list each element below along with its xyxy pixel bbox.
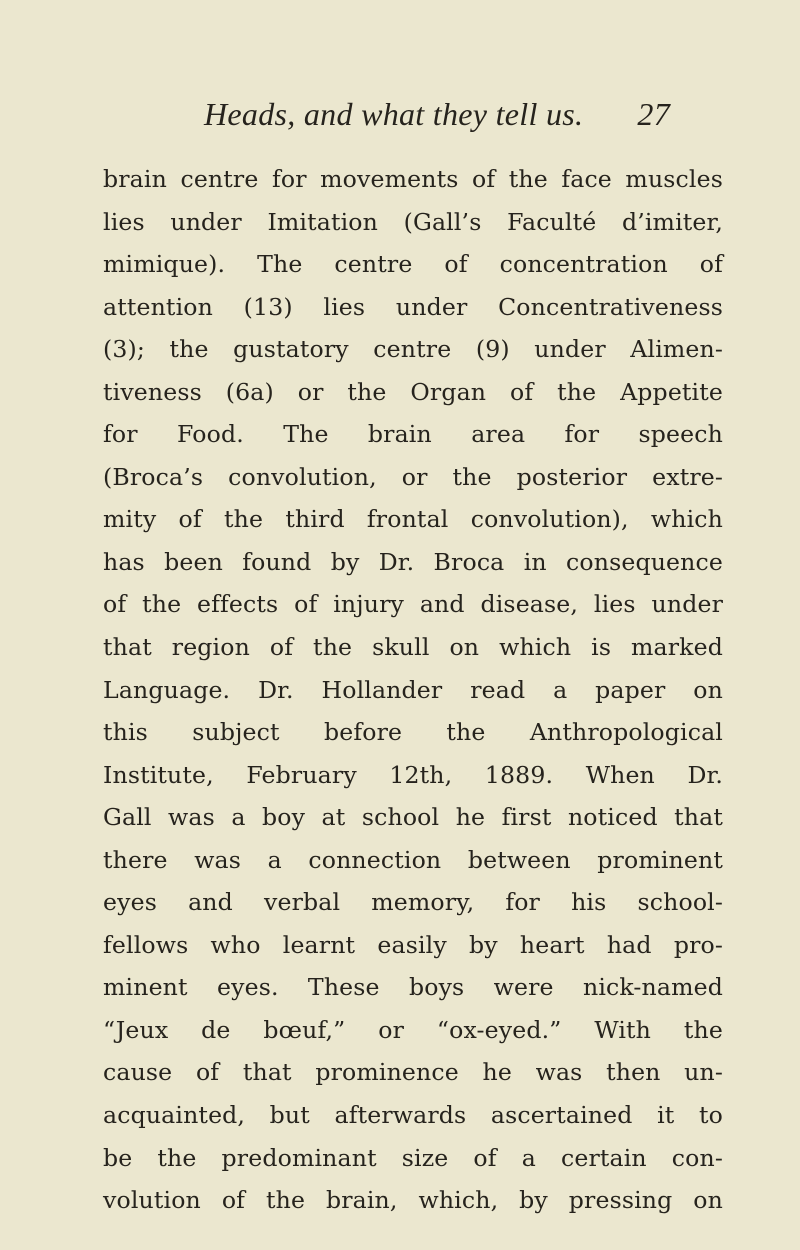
text-line: volution of the brain, which, by pressing on bbox=[103, 1186, 723, 1215]
text-line: eyes and verbal memory, for his school- bbox=[103, 888, 723, 917]
text-line: this subject before the Anthropological bbox=[103, 718, 723, 747]
text-line: (3); the gustatory centre (9) under Alimen- bbox=[103, 335, 723, 364]
running-head bbox=[204, 92, 674, 136]
text-line: fellows who learnt easily by heart had pro- bbox=[103, 930, 723, 959]
text-line: has been found by Dr. Broca in consequence bbox=[103, 547, 723, 576]
text-line: acquainted, but afterwards ascertained it to bbox=[103, 1101, 723, 1130]
text-line: that region of the skull on which is marked bbox=[103, 633, 723, 662]
text-line: be the predominant size of a certain con- bbox=[103, 1143, 723, 1172]
text-line: Institute, February 12th, 1889. When Dr. bbox=[103, 760, 723, 789]
text-line: Gall was a boy at school he first noticed that bbox=[103, 803, 723, 832]
text-line: of the effects of injury and disease, lies under bbox=[103, 590, 723, 619]
running-title: Heads, and what they tell us. bbox=[204, 96, 584, 132]
text-line: Language. Dr. Hollander read a paper on bbox=[103, 675, 723, 704]
text-line: lies under Imitation (Gall’s Faculté d’imiter, bbox=[103, 207, 723, 236]
text-line: minent eyes. These boys were nick-named bbox=[103, 973, 723, 1002]
text-line: mity of the third frontal convolution), which bbox=[103, 505, 723, 534]
text-line: tiveness (6a) or the Organ of the Appetite bbox=[103, 377, 723, 406]
text-line: for Food. The brain area for speech bbox=[103, 420, 723, 449]
text-line: attention (13) lies under Concentrativeness bbox=[103, 292, 723, 321]
text-line: “Jeux de bœuf,” or “ox-eyed.” With the bbox=[103, 1015, 723, 1044]
text-line: brain centre for movements of the face muscles bbox=[103, 165, 723, 193]
text-line: mimique). The centre of concentration of bbox=[103, 250, 723, 279]
text-line: (Broca’s convolution, or the posterior extre- bbox=[103, 462, 723, 491]
text-line: cause of that prominence he was then un- bbox=[103, 1058, 723, 1087]
text-line: there was a connection between prominent bbox=[103, 845, 723, 874]
body-text bbox=[103, 158, 723, 1222]
page-number: 27 bbox=[637, 96, 670, 132]
